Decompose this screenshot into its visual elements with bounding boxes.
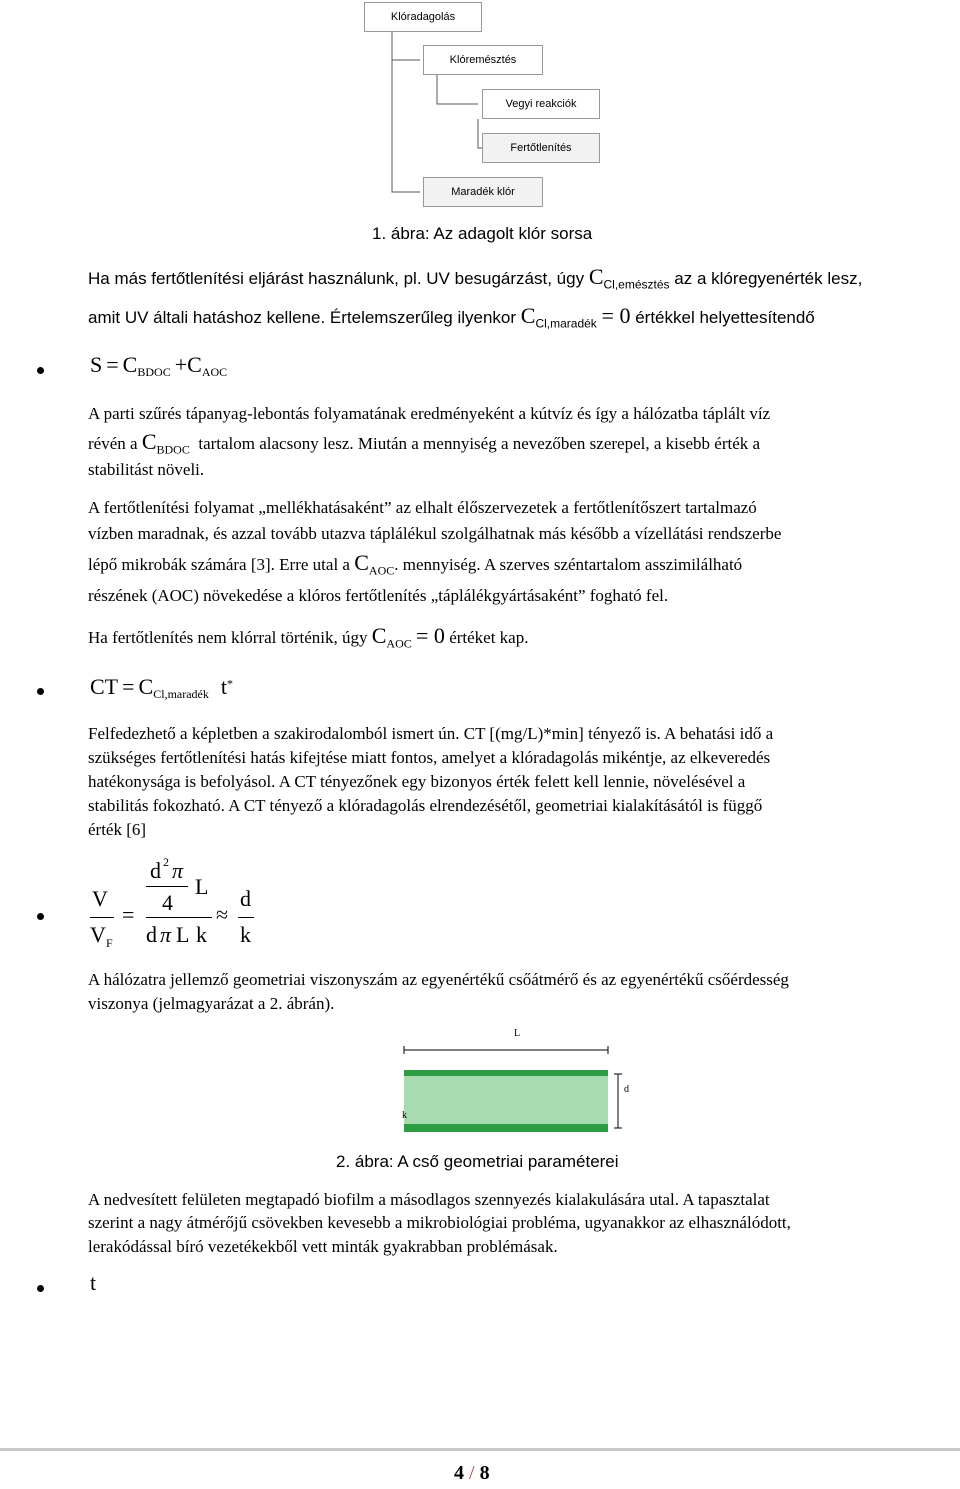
pipe-label-k: k — [402, 1110, 407, 1121]
bullet — [37, 1285, 44, 1292]
diagram-node-vegyi-reakciok: Vegyi reakciók — [482, 89, 600, 119]
figure-1-caption: 1. ábra: Az adagolt klór sorsa — [372, 224, 593, 243]
para5-line1: Felfedezhető a képletben a szakirodalomból ismert ún. CT [(mg/L)*min] tényező is. A behatási idő a — [88, 724, 774, 743]
para7-line1: A nedvesített felületen megtapadó biofilm a másodlagos szennyezés kialakulására utal. A tapasztalat — [88, 1190, 770, 1209]
diagram-node-maradek-klor: Maradék klór — [423, 177, 543, 207]
para5-line3: hatékonysága is befolyásol. A CT tényezőnek egy bizonyos érték felett kell lennie, növelésével a — [88, 772, 746, 791]
page-number: 4 / 8 — [454, 1462, 490, 1484]
bullet — [37, 688, 44, 695]
para5-line5: érték [6] — [88, 820, 147, 839]
formula-ct: CT = $C_{Cl,maradék}$ t* — [90, 674, 234, 702]
para3-line1: A fertőtlenítési folyamat „mellékhatásaként” az elhalt élőszervezetek a fertőtlenítőszert tartalmazó — [88, 498, 757, 517]
para7-line3: lerakódással bíró vezetékekből vett minták gyakrabban problémásak. — [88, 1237, 558, 1256]
figure-2-caption: 2. ábra: A cső geometriai paraméterei — [336, 1152, 619, 1171]
para7-line2: szerint a nagy átmérőjű csövekben kevesebb a mikrobiológiai probléma, ugyanakkor az elhasználódott, — [88, 1213, 791, 1232]
bullet — [37, 367, 44, 374]
para1-line2: amit UV általi hatáshoz kellene. Értelemszerűleg ilyenkor $C_{Cl,maradék} = 0$ értékkel helyettesítendő — [88, 303, 815, 331]
bullet-t: t — [90, 1270, 97, 1295]
pipe-interior — [404, 1076, 608, 1126]
para5-line4: stabilitás fokozható. A CT tényező a klóradagolás elrendezésétől, geometriai kialakításától is függő — [88, 796, 763, 815]
para4: Ha fertőtlenítés nem klórral történik, úgy $C_{AOC} = 0$ értéket kap. — [88, 623, 529, 651]
para6-line1: A hálózatra jellemző geometriai viszonyszám az egyenértékű csőátmérő és az egyenértékű csőérdesség — [88, 970, 789, 989]
formula-s: $S = C_{BDOC} +C_{AOC}$ — [90, 352, 228, 380]
bullet — [37, 913, 44, 920]
para2-line1: A parti szűrés tápanyag-lebontás folyamatának eredményeként a kútvíz és így a hálózatba táplált víz — [88, 404, 771, 423]
diagram-node-kloremesztes: Klóremésztés — [423, 45, 543, 75]
pipe-label-d: d — [624, 1084, 629, 1095]
para2-line3: stabilitást növeli. — [88, 460, 205, 479]
para3-line2: vízben maradnak, és azzal tovább utazva táplálékul szolgálhatnak más később a vízellátási rendszerbe — [88, 524, 782, 543]
diagram-node-fertotlenites: Fertőtlenítés — [482, 133, 600, 163]
para5-line2: szükséges fertőtlenítési hatás kifejtése miatt fontos, amelyet a klóradagolás mikéntje, az elkeveredés — [88, 748, 771, 767]
para6-line2: viszonya (jelmagyarázat a 2. ábrán). — [88, 994, 335, 1013]
pipe-wall-bottom — [404, 1124, 608, 1132]
para3-line3: lépő mikrobák számára [3]. Erre utal a $C_{AOC}$. mennyiség. A szerves széntartalom asszimilálható — [88, 550, 743, 578]
diagram-node-kloradagolas: Klóradagolás — [364, 2, 482, 32]
pipe-label-L: L — [514, 1028, 521, 1039]
para1-line1: Ha más fertőtlenítési eljárást használunk, pl. UV besugárzást, úgy $C_{Cl,emésztés}$ az a klóregyenérték lesz, — [88, 264, 863, 292]
footer-rule — [0, 1448, 960, 1451]
para3-line4: részének (AOC) növekedése a klóros fertőtlenítés „táplálékgyártásaként” fogható fel. — [88, 586, 669, 605]
para2-line2: révén a $C_{BDOC}$ tartalom alacsony lesz. Miután a mennyiség a nevezőben szerepel, a kisebb érték a — [88, 429, 761, 457]
